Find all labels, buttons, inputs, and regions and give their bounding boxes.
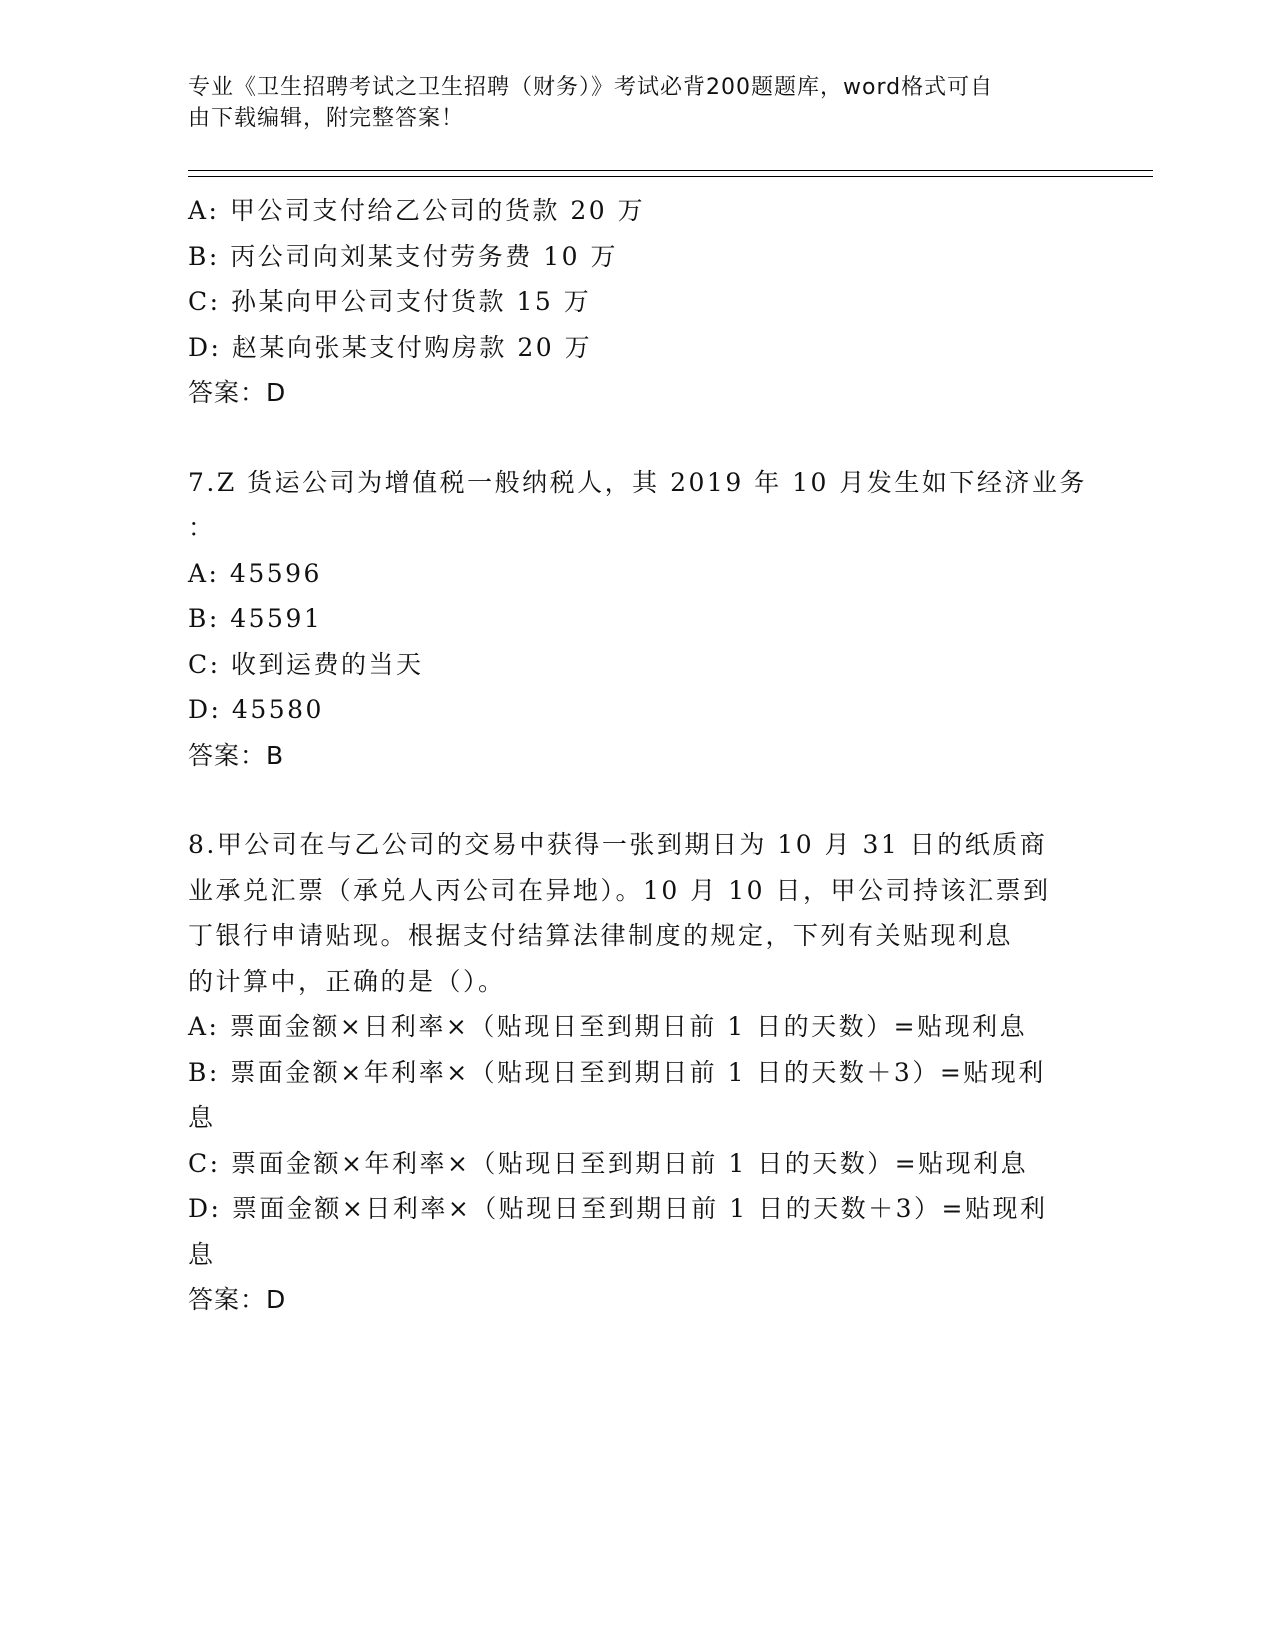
question-stem-line-1: 8.甲公司在与乙公司的交易中获得一张到期日为 10 月 31 日的纸质商	[188, 830, 1048, 859]
question-stem-line-3: 丁银行申请贴现。根据支付结算法律制度的规定，下列有关贴现利息	[188, 921, 1014, 950]
answer: 答案：B	[188, 740, 285, 770]
option-d: D: 45580	[188, 695, 324, 724]
option-b: B: 丙公司向刘某支付劳务费 10 万	[188, 241, 618, 271]
option-d-line-2: 息	[188, 1239, 216, 1269]
question-stem-line-1: 7.Z 货运公司为增值税一般纳税人，其 2019 年 10 月发生如下经济业务	[188, 467, 1087, 497]
option-d: D: 赵某向张某支付购房款 20 万	[188, 332, 593, 362]
option-c: C: 收到运费的当天	[188, 649, 424, 679]
option-d-line-1: D: 票面金额×日利率×（贴现日至到期日前 1 日的天数＋3）=贴现利	[188, 1194, 1048, 1223]
option-c: C: 孙某向甲公司支付货款 15 万	[188, 287, 592, 316]
option-b: B: 45591	[188, 604, 323, 633]
option-c: C: 票面金额×年利率×（贴现日至到期日前 1 日的天数）=贴现利息	[188, 1148, 1029, 1178]
option-b-line-1: B: 票面金额×年利率×（贴现日至到期日前 1 日的天数＋3）=贴现利	[188, 1057, 1046, 1087]
header-rule-top	[188, 170, 1153, 171]
header-line-1: 专业《卫生招聘考试之卫生招聘（财务）》考试必背200题题库，word格式可自	[188, 75, 994, 100]
question-8	[188, 822, 1088, 1323]
question-7	[188, 460, 1088, 779]
header-line-2: 由下载编辑，附完整答案！	[188, 106, 465, 131]
question-stem-line-4: 的计算中，正确的是（）。	[188, 966, 506, 996]
option-a: A: 甲公司支付给乙公司的货款 20 万	[188, 196, 646, 225]
document-body	[188, 188, 1088, 1323]
document-header	[188, 72, 1068, 134]
answer: 答案：D	[188, 378, 287, 407]
option-b-line-2: 息	[188, 1103, 216, 1132]
question-6	[188, 188, 1088, 416]
option-a: A: 45596	[188, 558, 322, 588]
answer: 答案：D	[188, 1285, 287, 1314]
option-a: A: 票面金额×日利率×（贴现日至到期日前 1 日的天数）=贴现利息	[188, 1012, 1028, 1041]
question-stem-line-2: 业承兑汇票（承兑人丙公司在异地）。10 月 10 日，甲公司持该汇票到	[188, 875, 1051, 905]
header-rule-bottom	[188, 176, 1153, 177]
question-stem-line-2: ：	[188, 513, 216, 542]
